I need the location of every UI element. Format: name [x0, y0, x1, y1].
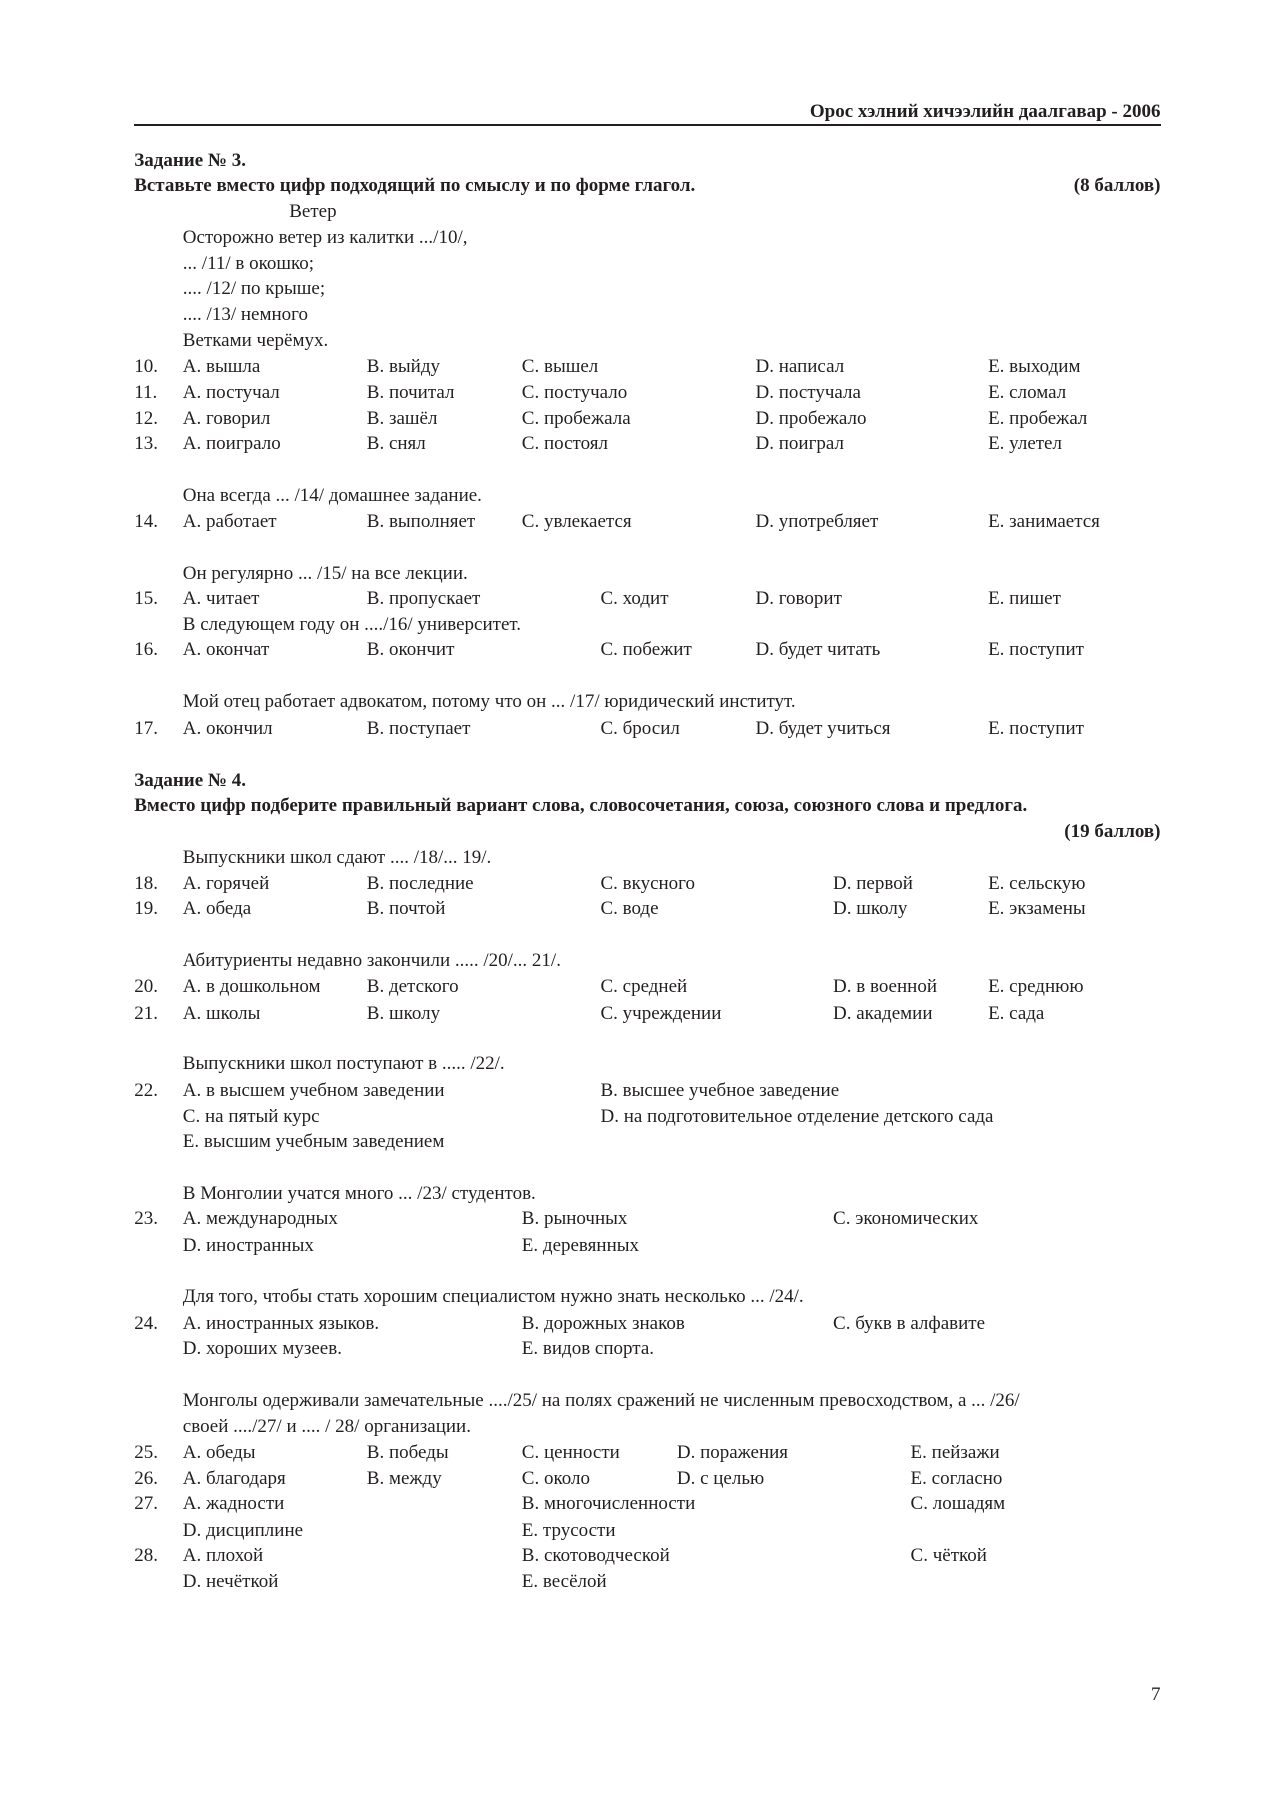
answer-option: B. дорожных знаков [521, 1312, 685, 1334]
answer-option: B. поступает [366, 717, 471, 739]
answer-option: C. экономических [833, 1208, 979, 1230]
task-title: Задание № 3. [134, 149, 247, 171]
answer-option: C. постоял [521, 433, 608, 455]
poem-title: Ветер [289, 200, 337, 222]
answer-option: D. школу [833, 898, 908, 920]
answer-option: B. снял [366, 433, 426, 455]
answer-option: B. многочисленности [521, 1493, 696, 1515]
poem-line: Осторожно ветер из калитки .../10/, [182, 227, 468, 249]
question-sentence: Для того, чтобы стать хорошим специалистом нужно знать несколько ... /24/. [182, 1285, 804, 1307]
answer-option: C. воде [600, 898, 659, 920]
task-instruction: Вставьте вместо цифр подходящий по смыслу и по форме глагол. [134, 175, 696, 197]
answer-option: A. в дошкольном [182, 975, 321, 997]
answer-option: A. международных [182, 1208, 338, 1230]
answer-option: A. работает [182, 510, 277, 532]
question-sentence: Мой отец работает адвокатом, потому что он ... /17/ юридический институт. [182, 691, 796, 713]
question-sentence: В следующем году он ..../16/ университет. [182, 613, 522, 635]
answer-option: E. среднюю [988, 975, 1084, 997]
question-number: 20. [134, 975, 158, 997]
answer-option: C. на пятый курс [182, 1105, 320, 1127]
answer-option: C. чёткой [910, 1545, 987, 1567]
answer-option: B. почитал [366, 382, 455, 404]
question-sentence: Он регулярно ... /15/ на все лекции. [182, 562, 468, 584]
task-title: Задание № 4. [134, 769, 247, 791]
answer-option: D. нечёткой [182, 1570, 279, 1592]
answer-option: C. около [521, 1467, 590, 1489]
answer-option: D. на подготовительное отделение детского сада [600, 1105, 994, 1127]
question-number: 14. [134, 510, 158, 532]
answer-option: A. в высшем учебном заведении [182, 1080, 445, 1102]
answer-option: E. трусости [521, 1519, 616, 1541]
answer-option: B. зашёл [366, 407, 438, 429]
answer-option: A. обеды [182, 1442, 256, 1464]
question-sentence: Выпускники школ поступают в ..... /22/. [182, 1053, 505, 1075]
answer-option: A. поиграло [182, 433, 281, 455]
poem-line: .... /13/ немного [182, 303, 308, 325]
question-number: 25. [134, 1442, 158, 1464]
question-number: 11. [134, 382, 158, 404]
answer-option: C. бросил [600, 717, 680, 739]
answer-option: E. занимается [988, 510, 1100, 532]
answer-option: E. согласно [910, 1467, 1003, 1489]
answer-option: A. горячей [182, 872, 270, 894]
answer-option: D. поражения [676, 1442, 789, 1464]
answer-option: D. с целью [676, 1467, 765, 1489]
task-instruction: Вместо цифр подберите правильный вариант слова, словосочетания, союза, союзного слова и предлога. [134, 795, 1028, 817]
question-number: 17. [134, 717, 158, 739]
question-number: 22. [134, 1080, 158, 1102]
answer-option: C. вышел [521, 355, 599, 377]
answer-option: D. дисциплине [182, 1519, 304, 1541]
answer-option: C. ценности [521, 1442, 620, 1464]
question-number: 28. [134, 1545, 158, 1567]
answer-option: E. сломал [988, 382, 1067, 404]
question-sentence: Монголы одерживали замечательные ..../25/ на полях сражений не численным превосходством, а ... /26/ [182, 1390, 1020, 1412]
answer-option: E. высшим учебным заведением [182, 1130, 445, 1152]
answer-option: B. пропускает [366, 588, 481, 610]
question-sentence: Она всегда ... /14/ домашнее задание. [182, 485, 482, 507]
question-number: 16. [134, 639, 158, 661]
answer-option: D. хороших музеев. [182, 1338, 342, 1360]
answer-option: B. последние [366, 872, 474, 894]
question-sentence: В Монголии учатся много ... /23/ студентов. [182, 1183, 536, 1205]
question-number: 13. [134, 433, 158, 455]
answer-option: E. деревянных [521, 1235, 639, 1257]
question-number: 19. [134, 898, 158, 920]
answer-option: A. благодаря [182, 1467, 286, 1489]
answer-option: E. сада [988, 1002, 1045, 1024]
answer-option: D. первой [833, 872, 913, 894]
task-points: (19 баллов) [1064, 820, 1161, 842]
answer-option: D. поиграл [755, 433, 844, 455]
answer-option: A. плохой [182, 1545, 264, 1567]
answer-option: E. сельскую [988, 872, 1086, 894]
answer-option: D. будет учиться [755, 717, 891, 739]
answer-option: A. обеда [182, 898, 252, 920]
answer-option: C. учреждении [600, 1002, 722, 1024]
answer-option: B. школу [366, 1002, 441, 1024]
task-points: (8 баллов) [1073, 175, 1161, 197]
answer-option: A. читает [182, 588, 260, 610]
answer-option: D. академии [833, 1002, 933, 1024]
answer-option: C. увлекается [521, 510, 632, 532]
question-number: 26. [134, 1467, 158, 1489]
answer-option: A. говорил [182, 407, 271, 429]
answer-option: D. постучала [755, 382, 861, 404]
answer-option: E. улетел [988, 433, 1062, 455]
answer-option: B. выполняет [366, 510, 476, 532]
answer-option: A. окончил [182, 717, 273, 739]
answer-option: D. говорит [755, 588, 842, 610]
answer-option: C. средней [600, 975, 688, 997]
header-rule [134, 124, 1161, 126]
question-number: 12. [134, 407, 158, 429]
answer-option: C. букв в алфавите [833, 1312, 986, 1334]
answer-option: E. весёлой [521, 1570, 607, 1592]
question-number: 18. [134, 872, 158, 894]
page-number: 7 [1150, 1684, 1161, 1705]
answer-option: E. пейзажи [910, 1442, 1000, 1464]
answer-option: D. пробежало [755, 407, 867, 429]
answer-option: A. вышла [182, 355, 261, 377]
answer-option: B. детского [366, 975, 459, 997]
question-sentence: Выпускники школ сдают .... /18/... 19/. [182, 847, 492, 869]
poem-line: Ветками черёмух. [182, 330, 329, 352]
answer-option: A. постучал [182, 382, 280, 404]
answer-option: B. скотоводческой [521, 1545, 670, 1567]
answer-option: D. иностранных [182, 1235, 314, 1257]
answer-option: B. рыночных [521, 1208, 628, 1230]
answer-option: E. пишет [988, 588, 1061, 610]
page-header-title: Орос хэлний хичээлийн даалгавар - 2006 [809, 101, 1161, 123]
answer-option: D. написал [755, 355, 845, 377]
answer-option: B. почтой [366, 898, 446, 920]
answer-option: A. окончат [182, 639, 270, 661]
question-number: 27. [134, 1493, 158, 1515]
answer-option: E. выходим [988, 355, 1081, 377]
answer-option: D. употребляет [755, 510, 879, 532]
answer-option: B. между [366, 1467, 442, 1489]
answer-option: D. в военной [833, 975, 937, 997]
answer-option: C. вкусного [600, 872, 695, 894]
answer-option: A. иностранных языков. [182, 1312, 380, 1334]
answer-option: A. школы [182, 1002, 261, 1024]
answer-option: C. пробежала [521, 407, 631, 429]
question-number: 24. [134, 1312, 158, 1334]
answer-option: D. будет читать [755, 639, 881, 661]
answer-option: C. лошадям [910, 1493, 1006, 1515]
answer-option: B. высшее учебное заведение [600, 1080, 840, 1102]
answer-option: E. поступит [988, 639, 1084, 661]
answer-option: E. экзамены [988, 898, 1086, 920]
poem-line: ... /11/ в окошко; [182, 252, 315, 274]
question-sentence: Абитуриенты недавно закончили ..... /20/... 21/. [182, 950, 561, 972]
answer-option: E. поступит [988, 717, 1084, 739]
answer-option: E. пробежал [988, 407, 1088, 429]
answer-option: B. окончит [366, 639, 455, 661]
question-number: 21. [134, 1002, 158, 1024]
answer-option: A. жадности [182, 1493, 285, 1515]
question-number: 15. [134, 588, 158, 610]
answer-option: C. ходит [600, 588, 669, 610]
question-sentence: своей ..../27/ и .... / 28/ организации. [182, 1415, 471, 1437]
question-number: 23. [134, 1208, 158, 1230]
answer-option: B. выйду [366, 355, 441, 377]
poem-line: .... /12/ по крыше; [182, 278, 326, 300]
answer-option: C. постучало [521, 382, 628, 404]
question-number: 10. [134, 355, 158, 377]
answer-option: B. победы [366, 1442, 449, 1464]
answer-option: C. побежит [600, 639, 692, 661]
answer-option: E. видов спорта. [521, 1338, 654, 1360]
